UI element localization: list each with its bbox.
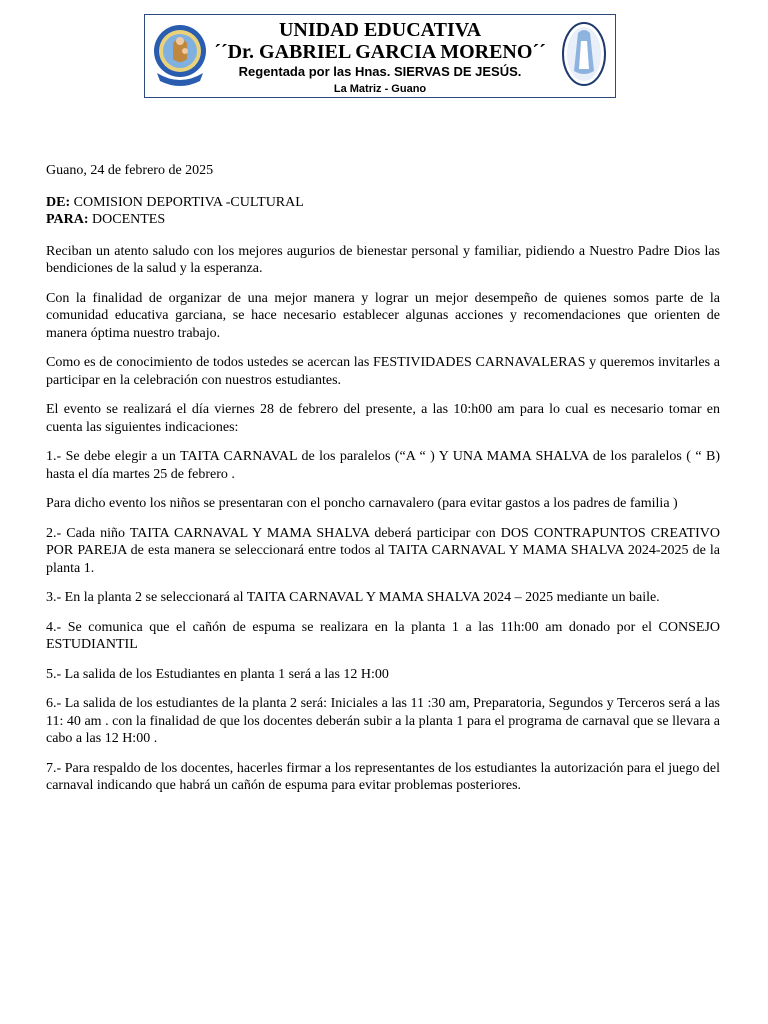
- paragraph-item-4: 4.- Se comunica que el cañón de espuma se realizara en la planta 1 a las 11h:00 am donado por el CONSEJO ESTUDIANTIL: [46, 619, 720, 652]
- paragraph-greeting: Reciban un atento saludo con los mejores augurios de bienestar personal y familiar, pidiendo a Nuestro Padre Dios las bendiciones de la salud y la esperanza.: [46, 243, 720, 276]
- institution-name: UNIDAD EDUCATIVA: [278, 19, 482, 41]
- letterhead: [144, 14, 616, 98]
- from-value: COMISION DEPORTIVA -CULTURAL: [70, 194, 304, 210]
- institution-patron: ´´Dr. GABRIEL GARCIA MORENO´´: [214, 41, 546, 63]
- paragraph-item-7: 7.- Para respaldo de los docentes, hacerles firmar a los representantes de los estudiantes la autorización para el juego del carnaval indicando que habrá un cañón de espuma para evitar problemas posteriores.: [46, 760, 720, 793]
- paragraph-item-2: 2.- Cada niño TAITA CARNAVAL Y MAMA SHALVA deberá participar con DOS CONTRAPUNTOS CREATIVO POR PAREJA de esta manera se seleccionará entre todos al TAITA CARNAVAL Y MAMA SHALVA 2024-2025 de la planta 1.: [46, 525, 720, 576]
- from-label: DE:: [46, 194, 71, 210]
- virgin-mary-icon: [561, 21, 607, 87]
- paragraph-item-6: 6.- La salida de los estudiantes de la planta 2 será: Iniciales a las 11 :30 am, Preparatoria, Segundos y Terceros será a las 11: 40 am . con la finalidad de que los docentes deberán subir a la planta 1 para el programa de carnaval que se llevara a cabo a las 12 H:00 .: [46, 696, 720, 746]
- paragraph-event: El evento se realizará el día viernes 28 de febrero del presente, a las 10:h00 am para lo cual es necesario tomar en cuenta las siguientes indicaciones:: [46, 402, 720, 435]
- paragraph-item-1: 1.- Se debe elegir a un TAITA CARNAVAL de los paralelos (“A “ ) Y UNA MAMA SHALVA de los paralelos ( “ B) hasta el día martes 25 de febrero .: [46, 449, 720, 482]
- to-line: [46, 211, 720, 229]
- paragraph-purpose: Con la finalidad de organizar de una mejor manera y lograr un mejor desempeño de quienes somos parte de la comunidad educativa garciana, se hace necesario establecer algunas acciones y recomendaciones que orienten de manera óptima nuestro trabajo.: [46, 290, 720, 341]
- paragraph-item-3: 3.- En la planta 2 se seleccionará al TAITA CARNAVAL Y MAMA SHALVA 2024 – 2025 mediante un baile.: [46, 590, 660, 605]
- institution-subtitle: Regentada por las Hnas. SIERVAS DE JESÚS.: [238, 64, 522, 79]
- paragraph-item-5: 5.- La salida de los Estudiantes en planta 1 será a las 12 H:00: [46, 666, 389, 682]
- paragraph-poncho: Para dicho evento los niños se presentaran con el poncho carnavalero (para evitar gastos a los padres de familia ): [46, 496, 678, 511]
- to-label: PARA:: [46, 212, 89, 227]
- institution-location: La Matriz - Guano: [333, 83, 427, 95]
- letter-body: [46, 162, 720, 807]
- to-value: DOCENTES: [88, 212, 166, 227]
- from-line: [46, 194, 720, 212]
- letter-date: Guano, 24 de febrero de 2025: [46, 163, 214, 178]
- paragraph-festivities: Como es de conocimiento de todos ustedes se acercan las FESTIVIDADES CARNAVALERAS y queremos invitarles a participar en la celebración con nuestros estudiantes.: [46, 355, 720, 388]
